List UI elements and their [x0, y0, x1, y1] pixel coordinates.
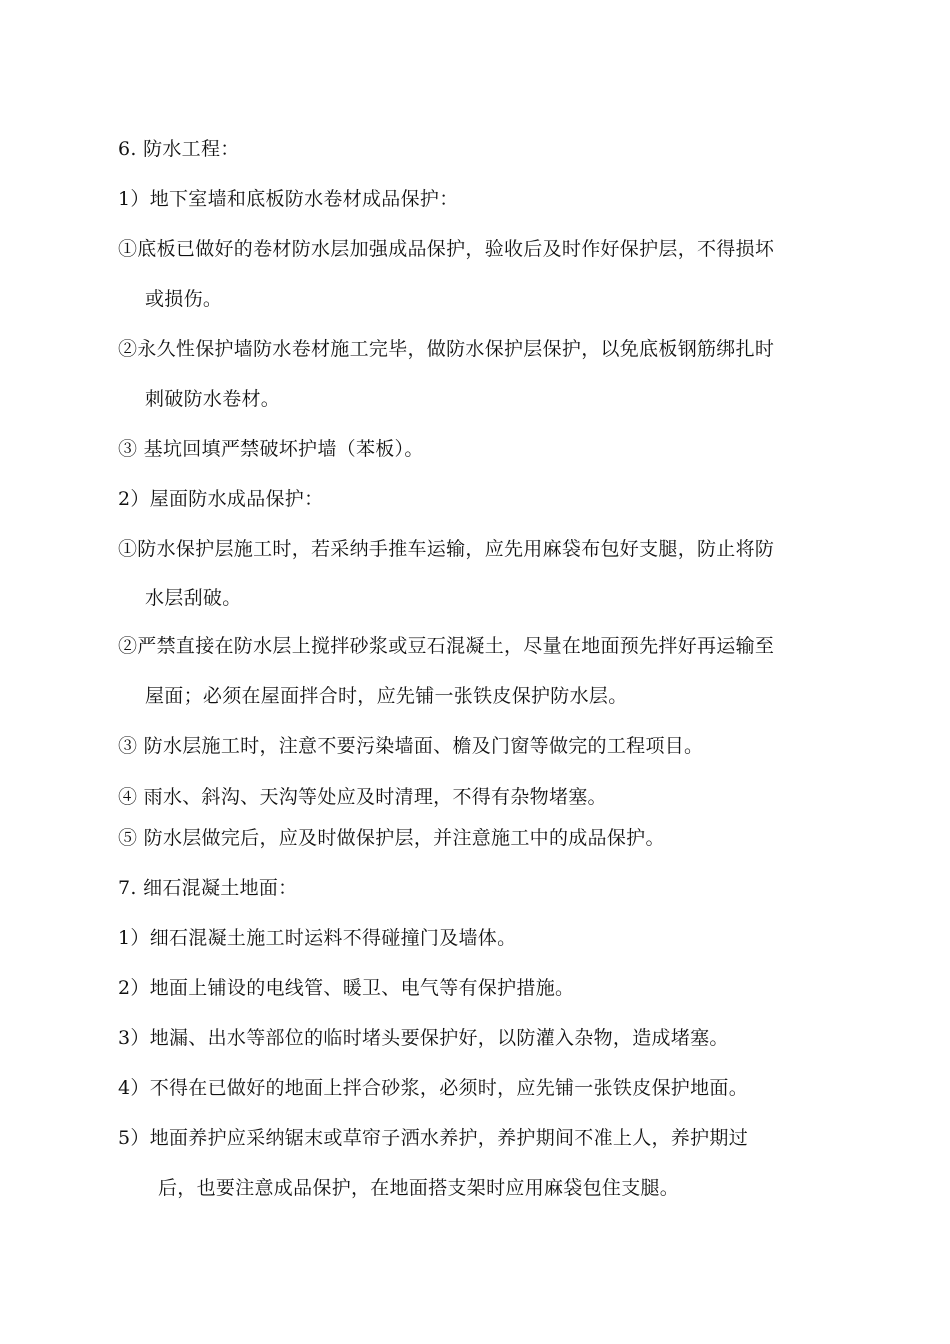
list-item: ②永久性保护墙防水卷材施工完毕，做防水保护层保护，以免底板钢筋绑扎时 [118, 338, 775, 360]
list-item: 1）细石混凝土施工时运料不得碰撞门及墙体。 [118, 927, 517, 949]
list-item: ①防水保护层施工时，若采纳手推车运输，应先用麻袋布包好支腿，防止将防 [118, 538, 775, 560]
list-item-continuation: 或损伤。 [145, 288, 223, 310]
list-item: 4）不得在已做好的地面上拌合砂浆，必须时，应先铺一张铁皮保护地面。 [118, 1077, 748, 1099]
section-heading-6: 6. 防水工程： [118, 138, 240, 160]
subsection-heading-2: 2）屋面防水成品保护： [118, 488, 324, 510]
list-item: 2）地面上铺设的电线管、暖卫、电气等有保护措施。 [118, 977, 575, 999]
list-item: 5）地面养护应采纳锯末或草帘子洒水养护，养护期间不准上人，养护期过 [118, 1127, 748, 1149]
list-item-continuation: 水层刮破。 [145, 587, 242, 609]
list-item-continuation: 后，也要注意成品保护，在地面搭支架时应用麻袋包住支腿。 [158, 1177, 680, 1199]
section-heading-7: 7. 细石混凝土地面： [118, 877, 298, 899]
subsection-heading-1: 1）地下室墙和底板防水卷材成品保护： [118, 188, 459, 210]
list-item: ③ 防水层施工时，注意不要污染墙面、檐及门窗等做完的工程项目。 [118, 735, 704, 757]
list-item: ②严禁直接在防水层上搅拌砂浆或豆石混凝土，尽量在地面预先拌好再运输至 [118, 635, 775, 657]
list-item: ⑤ 防水层做完后，应及时做保护层，并注意施工中的成品保护。 [118, 827, 665, 849]
list-item: ③ 基坑回填严禁破坏护墙（苯板）。 [118, 438, 424, 460]
list-item: 3）地漏、出水等部位的临时堵头要保护好，以防灌入杂物，造成堵塞。 [118, 1027, 729, 1049]
list-item: ①底板已做好的卷材防水层加强成品保护，验收后及时作好保护层，不得损坏 [118, 238, 775, 260]
list-item-continuation: 刺破防水卷材。 [145, 388, 281, 410]
list-item: ④ 雨水、斜沟、天沟等处应及时清理，不得有杂物堵塞。 [118, 786, 607, 808]
list-item-continuation: 屋面；必须在屋面拌合时，应先铺一张铁皮保护防水层。 [145, 685, 628, 707]
